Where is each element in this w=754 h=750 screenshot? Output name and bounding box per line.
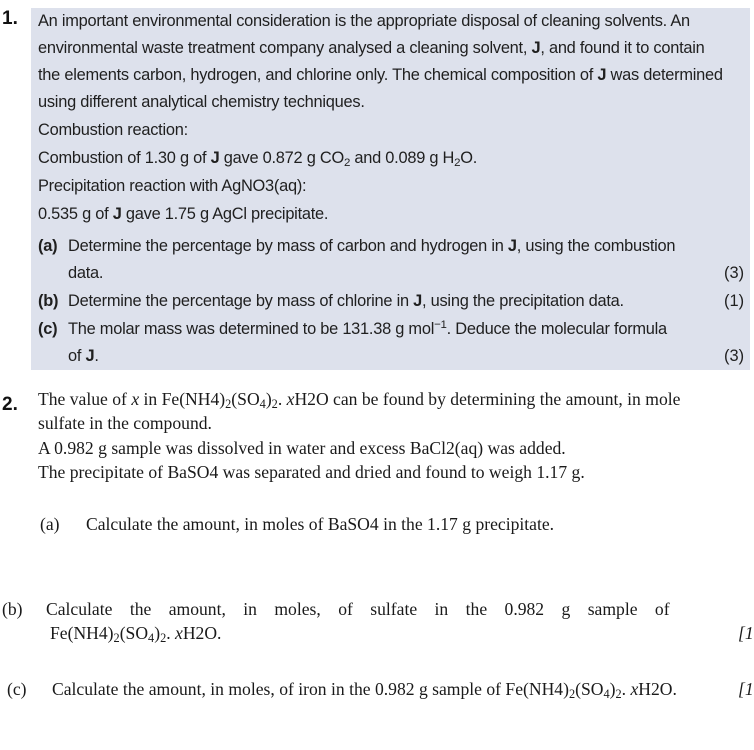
q2-part-b-marks: [1	[738, 623, 754, 643]
q2-part-c-marks: [1	[738, 679, 754, 699]
q2-line-4: The precipitate of BaSO4 was separated and dried and found to weigh 1.17 g.	[38, 462, 585, 482]
q2-line-1: The value of x in $Fe(NH4)_2(SO_4)_2$. xH2O can be found by determining the amount, in mole	[38, 389, 681, 411]
q1-precipitation-heading: Precipitation reaction with AgNO3(aq):	[38, 177, 307, 195]
q1-part-c-text: The molar mass was determined to be 131.38 g mol$^{-1}$. Deduce the molecular formula	[68, 319, 667, 338]
q1-part-b-marks: (1)	[724, 292, 745, 310]
q1-part-c-marks: (3)	[724, 347, 745, 365]
q1-part-a-label: (a)	[38, 237, 58, 255]
q1-intro-line-2: environmental waste treatment company analysed a cleaning solvent, J, and found it to contain	[38, 39, 705, 57]
question-2-number: 2.	[2, 394, 18, 415]
q1-precipitation-data: 0.535 g of J gave 1.75 g AgCl precipitate.	[38, 205, 329, 223]
q1-intro-line-4: using different analytical chemistry techniques.	[38, 93, 365, 111]
q1-combustion-data: Combustion of 1.30 g of J gave 0.872 g $CO_2$ and 0.089 g $H_2O$.	[38, 149, 478, 169]
q1-part-a-text: Determine the percentage by mass of carbon and hydrogen in J, using the combustion	[68, 237, 676, 255]
q1-intro-line-3: the elements carbon, hydrogen, and chlorine only. The chemical composition of J was determined	[38, 66, 723, 84]
q1-part-c-text-cont: of J.	[68, 347, 99, 365]
q2-part-c-label: (c)	[7, 679, 27, 699]
q2-part-b-text-cont: $Fe(NH4)_2(SO_4)_2$. xH2O.	[50, 623, 222, 645]
question-1-number: 1.	[2, 8, 18, 29]
q1-intro-line-1: An important environmental consideration is the appropriate disposal of cleaning solvents. An	[38, 12, 690, 30]
q1-combustion-heading: Combustion reaction:	[38, 121, 188, 139]
q1-part-b-text: Determine the percentage by mass of chlorine in J, using the precipitation data.	[68, 292, 624, 310]
q2-part-a-text: Calculate the amount, in moles of BaSO4 in the 1.17 g precipitate.	[86, 514, 555, 534]
q1-part-a-marks: (3)	[724, 264, 745, 282]
q2-part-b-label: (b)	[2, 599, 23, 619]
q2-part-c-text: Calculate the amount, in moles, of iron in the 0.982 g sample of $Fe(NH4)_2(SO_4)_2$. xH2O.	[52, 679, 677, 701]
q2-part-b-text-content: Calculate the amount, in moles, of sulfate in the 0.982 g sample of	[46, 599, 670, 619]
q1-part-b-label: (b)	[38, 292, 59, 310]
q2-part-b-text	[46, 599, 724, 620]
q1-part-a-text-cont: data.	[68, 264, 104, 282]
q2-line-3: A 0.982 g sample was dissolved in water and excess BaCl2(aq) was added.	[38, 438, 566, 458]
q2-line-2: sulfate in the compound.	[38, 413, 212, 433]
q1-part-c-label: (c)	[38, 320, 58, 338]
q2-part-a-label: (a)	[40, 514, 60, 534]
